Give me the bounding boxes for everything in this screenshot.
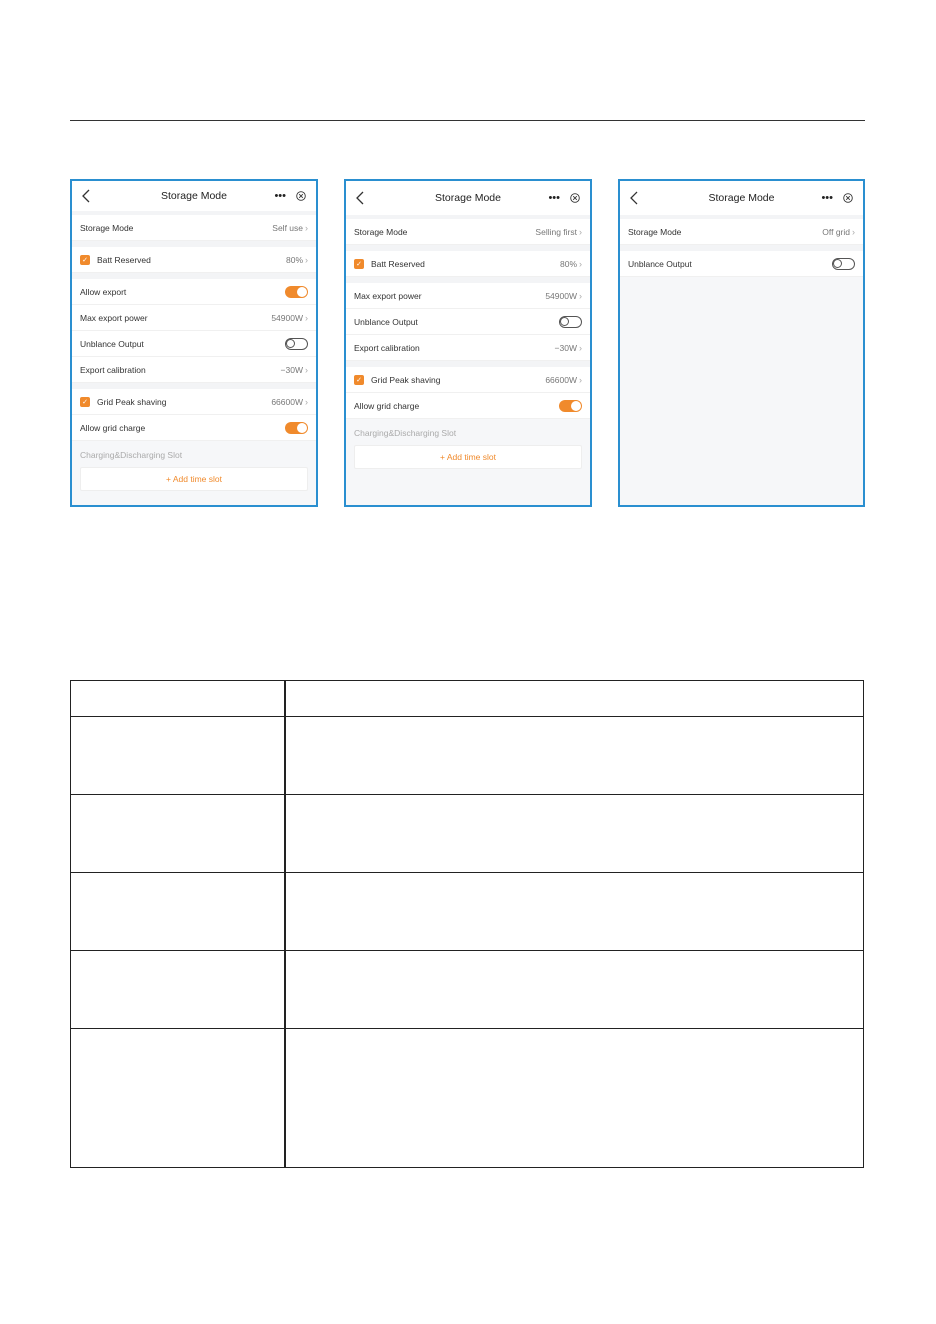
batt-reserved-value: 80% [285, 254, 303, 265]
max-export-power-row[interactable] [72, 305, 316, 331]
max-export-power-value: 54900W [271, 312, 303, 323]
unbalance-output-row [620, 251, 863, 277]
allow-grid-charge-row [72, 415, 316, 441]
chevron-right-icon: › [852, 226, 855, 237]
table-row-divider [71, 716, 863, 717]
phone-screen-selling-first [344, 179, 592, 507]
checkbox-checked-icon[interactable]: ✓ [354, 375, 364, 385]
chevron-right-icon: › [305, 254, 308, 265]
batt-reserved-label: Batt Reserved [371, 258, 425, 269]
unbalance-output-toggle[interactable] [832, 258, 855, 270]
back-arrow-icon[interactable] [628, 191, 640, 205]
chevron-right-icon: › [305, 312, 308, 323]
chevron-right-icon: › [579, 226, 582, 237]
storage-mode-label: Storage Mode [80, 222, 134, 233]
phone-screen-self-use [70, 179, 318, 507]
allow-grid-charge-toggle[interactable] [285, 422, 308, 434]
allow-grid-charge-row [346, 393, 590, 419]
unbalance-output-label: Unblance Output [354, 316, 418, 327]
batt-reserved-row[interactable] [346, 251, 590, 277]
page-title: Storage Mode [161, 190, 227, 202]
storage-mode-value: Self use [272, 222, 303, 233]
page-title: Storage Mode [708, 192, 775, 204]
export-calibration-label: Export calibration [80, 364, 146, 375]
storage-mode-row[interactable] [620, 219, 863, 245]
chevron-right-icon: › [305, 222, 308, 233]
storage-mode-label: Storage Mode [354, 226, 408, 237]
chevron-right-icon: › [305, 396, 308, 407]
unbalance-output-row [72, 331, 316, 357]
table-row-divider [71, 1028, 863, 1029]
add-time-slot-button[interactable]: + Add time slot [80, 467, 308, 491]
storage-mode-value: Selling first [535, 226, 577, 237]
description-table [70, 680, 864, 1168]
export-calibration-row[interactable] [346, 335, 590, 361]
grid-peak-shaving-value: 66600W [271, 396, 303, 407]
phone-screen-off-grid [618, 179, 865, 507]
more-options-icon[interactable]: ••• [821, 192, 833, 204]
back-arrow-icon[interactable] [80, 189, 92, 203]
unbalance-output-toggle[interactable] [559, 316, 582, 328]
chevron-right-icon: › [305, 364, 308, 375]
table-row-divider [71, 794, 863, 795]
chevron-right-icon: › [579, 258, 582, 269]
chevron-right-icon: › [579, 374, 582, 385]
export-calibration-value: −30W [554, 342, 577, 353]
grid-peak-shaving-value: 66600W [545, 374, 577, 385]
allow-grid-charge-toggle[interactable] [559, 400, 582, 412]
max-export-power-label: Max export power [80, 312, 148, 323]
more-options-icon[interactable]: ••• [548, 192, 560, 204]
top-rule [70, 120, 865, 121]
export-calibration-value: −30W [280, 364, 303, 375]
close-icon[interactable] [843, 193, 853, 203]
unbalance-output-toggle[interactable] [285, 338, 308, 350]
nav-bar [346, 181, 590, 215]
max-export-power-row[interactable] [346, 283, 590, 309]
charging-slot-title: Charging&Discharging Slot [354, 428, 457, 438]
storage-mode-value: Off grid [822, 226, 850, 237]
close-icon[interactable] [296, 191, 306, 201]
add-time-slot-button[interactable]: + Add time slot [354, 445, 582, 469]
table-row-divider [71, 872, 863, 873]
unbalance-output-row [346, 309, 590, 335]
chevron-right-icon: › [579, 290, 582, 301]
batt-reserved-label: Batt Reserved [97, 254, 151, 265]
unbalance-output-label: Unblance Output [628, 258, 692, 269]
table-column-divider [284, 681, 286, 1167]
page-title: Storage Mode [435, 192, 501, 204]
chevron-right-icon: › [579, 342, 582, 353]
storage-mode-row[interactable] [72, 215, 316, 241]
unbalance-output-label: Unblance Output [80, 338, 144, 349]
max-export-power-value: 54900W [545, 290, 577, 301]
allow-grid-charge-label: Allow grid charge [354, 400, 420, 411]
allow-grid-charge-label: Allow grid charge [80, 422, 146, 433]
back-arrow-icon[interactable] [354, 191, 366, 205]
grid-peak-shaving-row[interactable] [346, 367, 590, 393]
batt-reserved-value: 80% [559, 258, 577, 269]
allow-export-row [72, 279, 316, 305]
storage-mode-row[interactable] [346, 219, 590, 245]
nav-bar [620, 181, 863, 215]
checkbox-checked-icon[interactable]: ✓ [80, 255, 90, 265]
more-options-icon[interactable]: ••• [274, 190, 286, 202]
grid-peak-shaving-label: Grid Peak shaving [371, 374, 441, 385]
max-export-power-label: Max export power [354, 290, 422, 301]
allow-export-label: Allow export [80, 286, 127, 297]
grid-peak-shaving-label: Grid Peak shaving [97, 396, 167, 407]
nav-bar [72, 181, 316, 211]
grid-peak-shaving-row[interactable] [72, 389, 316, 415]
charging-slot-title: Charging&Discharging Slot [80, 450, 183, 460]
checkbox-checked-icon[interactable]: ✓ [80, 397, 90, 407]
checkbox-checked-icon[interactable]: ✓ [354, 259, 364, 269]
export-calibration-label: Export calibration [354, 342, 420, 353]
allow-export-toggle[interactable] [285, 286, 308, 298]
close-icon[interactable] [570, 193, 580, 203]
table-row-divider [71, 950, 863, 951]
batt-reserved-row[interactable] [72, 247, 316, 273]
export-calibration-row[interactable] [72, 357, 316, 383]
storage-mode-label: Storage Mode [628, 226, 682, 237]
